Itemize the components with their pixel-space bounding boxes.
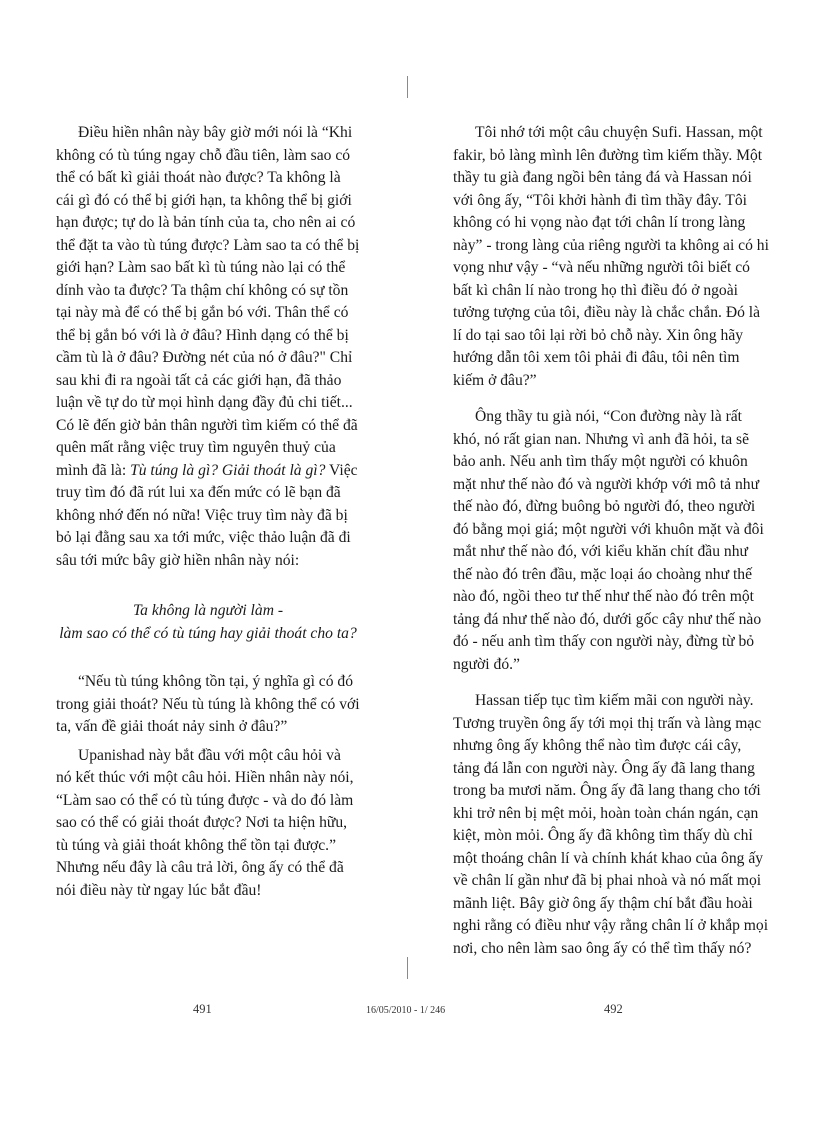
left-paragraph-1-text-b: Việc truy tìm đó đã rút lui xa đến mức có lẽ bạn đã không nhớ đến nó nữa! Việc truy tìm này đã bị bỏ lại đằng sau xa tới mức, việc thảo luận đã đi sâu tới mức bây giờ hiền nhân này nói: [56, 461, 358, 569]
left-paragraph-1-italic: Tù túng là gì? Giải thoát là gì? [130, 461, 326, 479]
left-quote-block [56, 600, 360, 645]
quote-line-1: Ta không là người làm - [132, 602, 284, 619]
right-page-column [453, 122, 769, 974]
bottom-center-divider [407, 957, 408, 979]
right-paragraph-3: Hassan tiếp tục tìm kiếm mãi con người này. Tương truyền ông ấy tới mọi thị trấn và làng mạc nhưng ông ấy không thể nào tìm được cái cây, tảng đá lẫn con người này. Ông ấy đã lang thang trong ba mươi năm. Ông ấy đã lang thang cho tới khi trở nên bị mệt mỏi, hoàn toàn chán ngán, cạn kiệt, mòn mỏi. Ông ấy đã không tìm thấy dù chỉ một thoáng chân lí và chính khát khao của ông ấy về chân lí gần như đã bị phai nhoà và nó mất mọi mãnh liệt. Bây giờ ông ấy thậm chí bắt đầu hoài nghi rằng có điều như vậy rằng chân lí ở khắp mọi nơi, cho nên làm sao ông ấy có thể tìm thấy nó? [453, 692, 769, 957]
right-paragraph-2: Ông thầy tu già nói, “Con đường này là rất khó, nó rất gian nan. Nhưng vì anh đã hỏi, ta sẽ bảo anh. Nếu anh tìm thấy một người có khuôn mặt như thế nào đó và người khớp với mô tả như thế nào đó, đừng buông bỏ người đó, theo người đó bằng mọi giá; một người với khuôn mặt và đôi mắt như thế nào đó, với kiểu khăn chít đầu như thế nào đó trên đầu, mặc loại áo choàng như thế nào đó, ngồi theo tư thế như thế nào đó trên một tảng đá như thế nào đó, dưới gốc cây như thế nào đó - nếu anh tìm thấy con người này, đừng từ bỏ người đó.” [453, 408, 764, 673]
left-page-number: 491 [193, 1002, 212, 1016]
right-page-number: 492 [604, 1002, 623, 1016]
left-paragraph-1-text-a: Điều hiền nhân này bây giờ mới nói là “Khi không có tù túng ngay chỗ đầu tiên, làm sao có thể có bất kì giải thoát nào được? Ta không là cái gì đó có thể bị giới hạn, ta không thể bị giới hạn được; tự do là bản tính của ta, cho nên ai có thể đặt ta vào tù túng được? Làm sao ta có thể bị giới hạn? Làm sao bất kì tù túng nào lại có thể dính vào ta được? Ta thậm chí không có sự tồn tại này mà để có thể bị gắn bó với. Thân thể có thể bị gắn bó với là ở đâu? Hình dạng có thể bị cầm tù là ở đâu? Đường nét của nó ở đâu?" Chỉ sau khi đi ra ngoài tất cả các giới hạn, đã thảo luận về tự do từ mọi hình dạng đầy đủ chi tiết... Có lẽ đến giờ bản thân người tìm kiếm có thể đã quên mất rằng việc truy tìm nguyên thuỷ của mình đã là: [56, 124, 360, 479]
left-paragraph-3: Upanishad này bắt đầu với một câu hỏi và nó kết thúc với một câu hỏi. Hiền nhân này nói, “Làm sao có thể có tù túng được - và do đó làm sao có thể có giải thoát được? Nơi ta hiện hữu, tù túng và giải thoát không thể tồn tại được.” Nhưng nếu đây là câu trả lời, ông ấy có thể đã nói điều này từ ngay lúc bắt đầu! [56, 746, 354, 899]
left-paragraph-1 [56, 122, 360, 572]
left-page-column [56, 122, 360, 908]
right-paragraph-1: Tôi nhớ tới một câu chuyện Sufi. Hassan, một fakir, bỏ làng mình lên đường tìm kiếm thầy. Một thầy tu già đang ngồi bên tảng đá và Hassan nói với ông ấy, “Tôi khởi hành đi tìm thầy đây. Tôi không có hi vọng nào đạt tới chân lí trong làng này” - trong làng của riêng người ta không ai có hi vọng như vậy - “và nếu những người tôi biết có bất kì chân lí nào trong họ thì điều đó ở ngoài tưởng tượng của tôi, điều này là chắc chắn. Đó là lí do tại sao tôi lại rời bỏ chỗ này. Xin ông hãy hướng dẫn tôi xem tôi phải đi đâu, tôi nên tìm kiếm ở đâu?” [453, 124, 769, 389]
top-center-divider [407, 76, 408, 98]
center-date-stamp: 16/05/2010 - 1/ 246 [366, 1005, 446, 1016]
left-paragraph-2: “Nếu tù túng không tồn tại, ý nghĩa gì có đó trong giải thoát? Nếu tù túng là không thể có với ta, vấn đề giải thoát nảy sinh ở đâu?” [56, 673, 360, 735]
quote-line-2: làm sao có thể có tù túng hay giải thoát cho ta? [59, 624, 357, 642]
